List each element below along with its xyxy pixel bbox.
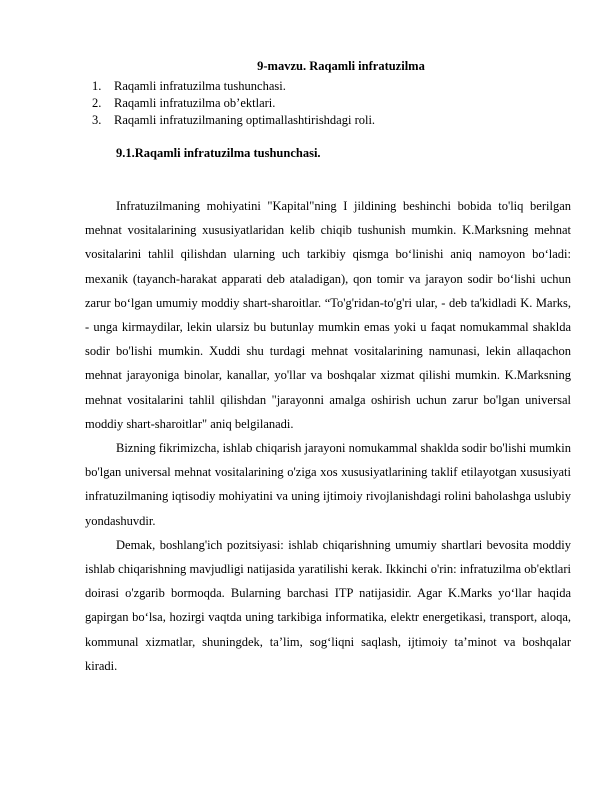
section-heading: 9.1.Raqamli infratuzilma tushunchasi. xyxy=(116,146,321,160)
paragraph: Infratuzilmaning mohiyatini "Kapital"ning I jildining beshinchi bobida to'liq berilgan mehnat vositalarining xususiyatlaridan kelib chiqib tushunish mumkin. K.Marksning mehnat vositalarini tahlil qilishdan ularning uch tarkibiy qismga bo‘linishi aniq namoyon bo‘ladi: mexanik (tayanch-harakat apparati deb ataladigan), qon tomir va jarayon sodir bo‘lishi uchun zarur bo‘lgan umumiy moddiy shart-sharoitlar. “To'g'ridan-to'g'ri ular, - deb ta'kidladi K. Marks, - unga kirmaydilar, lekin ularsiz bu butunlay mumkin emas yoki u faqat nomukammal shaklda sodir bo'lishi mumkin. Xuddi shu turdagi mehnat vositalarining namunasi, lekin allaqachon mehnat jarayoniga binolar, kanallar, yo'llar va boshqalar xizmat qilishi mumkin. K.Marksning mehnat vositalarini tahlil qilishdan "jarayonni amalga oshirish uchun zarur bo'lgan universal moddiy shart-sharoitlar" aniq belgilanadi. xyxy=(85,199,571,431)
outline-item xyxy=(92,78,375,95)
outline-item-text: Raqamli infratuzilmaning optimallashtirishdagi roli. xyxy=(114,113,376,127)
paragraph: Demak, boshlang'ich pozitsiyasi: ishlab chiqarishning umumiy shartlari bevosita moddiy ishlab chiqarishning mavjudligi natijasida yaratilishi kerak. Ikkinchi o'rin: infratuzilma ob'ektlari doirasi o'zgarib bormoqda. Bularning barchasi ITP natijasidir. Agar K.Marks yo‘llar haqida gapirgan bo‘lsa, hozirgi vaqtda uning tarkibiga informatika, elektr energetikasi, transport, aloqa, kommunal xizmatlar, shuningdek, ta’lim, sog‘liqni saqlash, ijtimoiy ta’minot va boshqalar kiradi. xyxy=(85,537,571,673)
paragraph: Bizning fikrimizcha, ishlab chiqarish jarayoni nomukammal shaklda sodir bo'lishi mumkin bo'lgan universal mehnat vositalarining o'ziga xos xususiyatlarining taklif etilayotgan xususiyati infratuzilmaning iqtisodiy mohiyatini va uning ijtimoiy rivojlanishdagi rolini baholashga uslubiy yondashuvdir. xyxy=(85,441,571,528)
outline-item-text: Raqamli infratuzilma tushunchasi. xyxy=(114,79,286,93)
outline-item-text: Raqamli infratuzilma ob’ektlari. xyxy=(114,96,276,110)
outline-item-number: 2. xyxy=(92,96,102,110)
page-title: 9-mavzu. Raqamli infratuzilma xyxy=(257,59,425,73)
topic-outline xyxy=(92,78,375,129)
outline-item-number: 3. xyxy=(92,113,102,127)
outline-item-number: 1. xyxy=(92,79,102,93)
outline-item xyxy=(92,95,375,112)
outline-item xyxy=(92,112,375,129)
body-text xyxy=(85,194,571,678)
